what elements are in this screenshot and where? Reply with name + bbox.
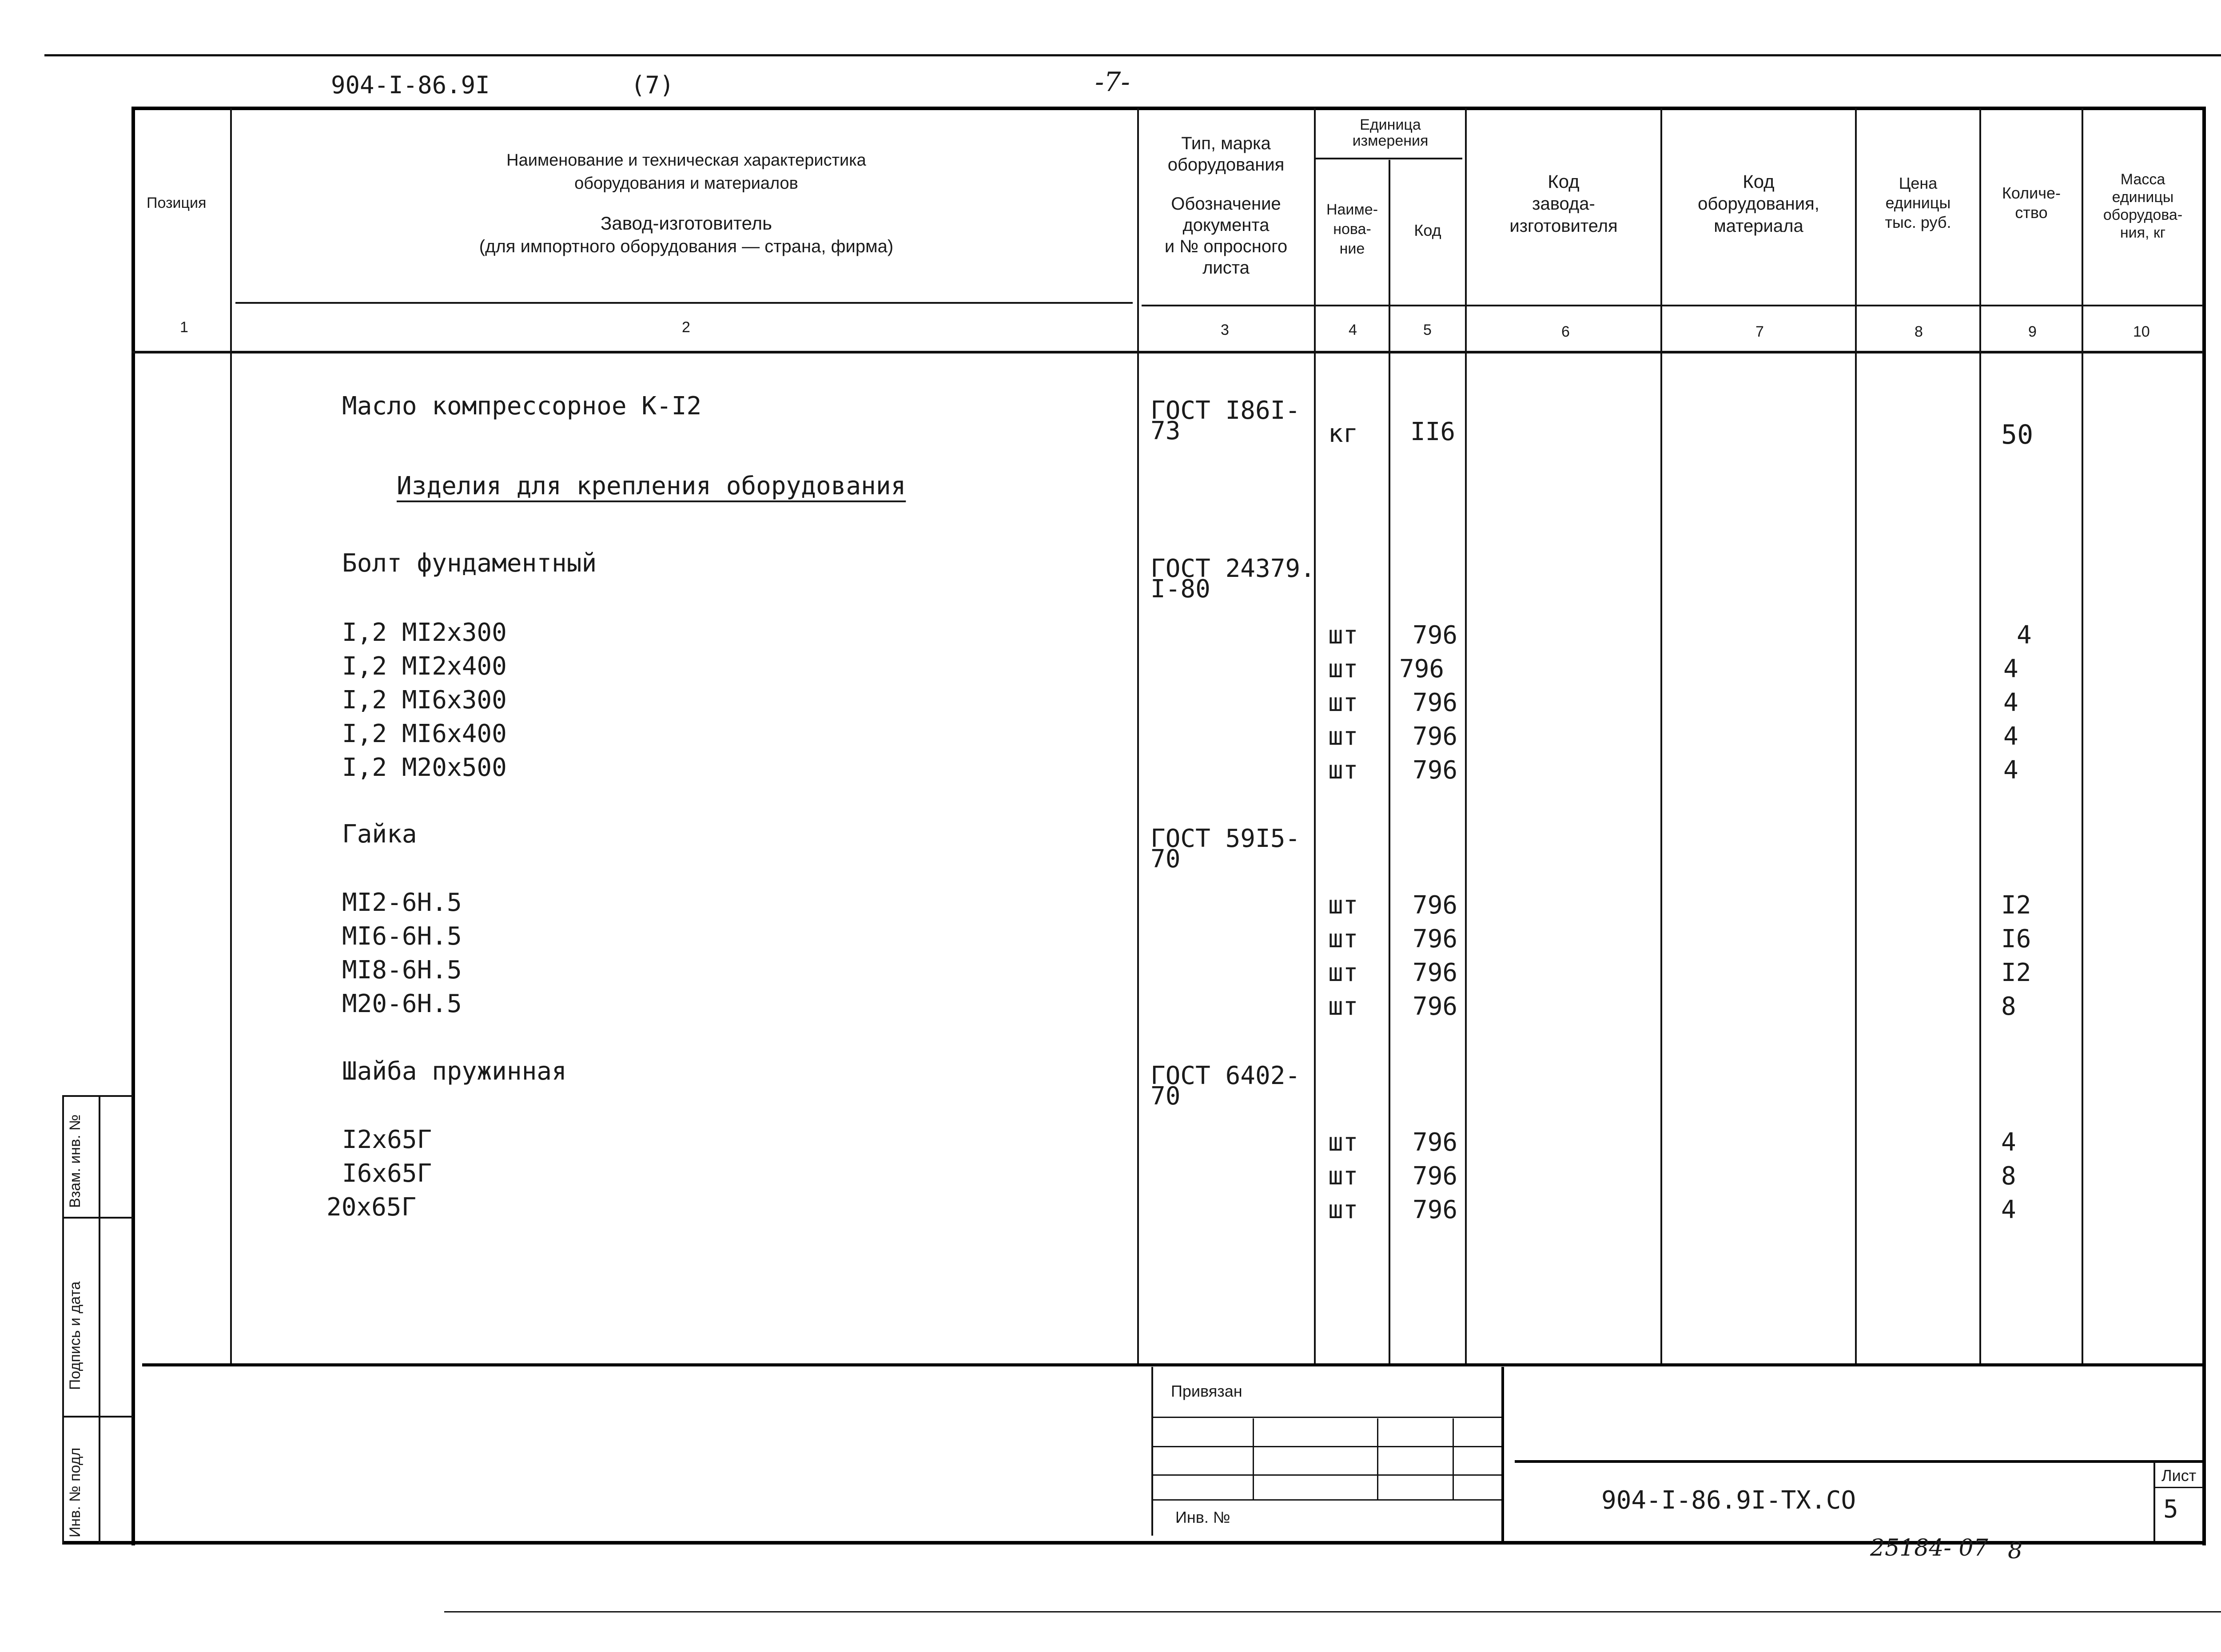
col-number-5: 5 xyxy=(1423,322,1432,338)
row-code: 796 xyxy=(1413,1162,1458,1191)
row-name: Гайка xyxy=(342,820,417,849)
header-line-1 xyxy=(235,302,1133,304)
row-name: I,2 МI2х400 xyxy=(342,652,507,681)
row-qty: 4 xyxy=(2003,655,2018,683)
row-code: 796 xyxy=(1413,925,1458,953)
row-unit: шт xyxy=(1328,756,1358,785)
row-qty: I2 xyxy=(2001,958,2031,987)
header-qty-l2: ство xyxy=(2015,203,2048,222)
row-doc-l1: ГОСТ 24379. xyxy=(1150,554,1315,583)
side-strip-top xyxy=(62,1095,133,1097)
row-qty: I6 xyxy=(2001,925,2031,953)
header-qty-l1: Количе- xyxy=(2002,184,2061,202)
row-name: Шайба пружинная xyxy=(342,1057,567,1086)
row-doc-l1: ГОСТ I86I- xyxy=(1150,396,1301,425)
frame-right xyxy=(2202,107,2206,1545)
row-unit: шт xyxy=(1328,688,1358,717)
col-line-8 xyxy=(1979,108,1981,1365)
row-qty: 4 xyxy=(2003,688,2018,717)
side-sep-2 xyxy=(62,1416,133,1418)
col-line-3 xyxy=(1314,108,1316,1365)
header-type-l1: Тип, марка xyxy=(1181,134,1271,153)
side-strip-left xyxy=(62,1095,64,1544)
row-name: I,2 МI6х400 xyxy=(342,719,507,748)
row-unit: шт xyxy=(1328,925,1358,953)
header-equip-code-l3: материала xyxy=(1714,216,1803,236)
page-mark: -7- xyxy=(1095,67,1130,98)
row-doc-l1: ГОСТ 59I5- xyxy=(1150,824,1301,853)
stamp-attach-left xyxy=(1151,1367,1153,1536)
row-unit: кг xyxy=(1328,419,1358,448)
header-mass-l4: ния, кг xyxy=(2120,224,2166,241)
col-number-1: 1 xyxy=(180,319,188,336)
header-price-l3: тыс. руб. xyxy=(1885,213,1951,231)
col-number-9: 9 xyxy=(2028,323,2037,340)
row-unit: шт xyxy=(1328,722,1358,751)
stamp-attach-line-2 xyxy=(1153,1446,1501,1447)
row-name: Масло компрессорное К-I2 xyxy=(342,392,702,421)
stamp-sheet-left xyxy=(2153,1461,2155,1541)
header-factory-code-l1: Код xyxy=(1548,171,1580,192)
row-name: 20х65Г xyxy=(326,1193,417,1222)
header-name-l3: Завод-изготовитель xyxy=(600,213,772,234)
col-number-10: 10 xyxy=(2133,323,2150,340)
header-type-l3: Обозначение xyxy=(1171,194,1281,214)
stamp-sheet-label: Лист xyxy=(2161,1466,2197,1485)
stamp-attach-line-1 xyxy=(1153,1417,1501,1418)
header-unit-code: Код xyxy=(1414,221,1441,239)
header-name-l1: Наименование и техническая характеристика xyxy=(506,151,866,170)
header-name-l2: оборудования и материалов xyxy=(574,174,798,193)
row-doc-l1: ГОСТ 6402- xyxy=(1150,1061,1301,1090)
header-price-l2: единицы xyxy=(1885,194,1951,212)
col-line-7 xyxy=(1855,108,1857,1365)
sheet-index-top: (7) xyxy=(631,71,674,99)
row-code: 796 xyxy=(1399,655,1445,683)
stamp-attach-vsep-2 xyxy=(1377,1418,1378,1499)
stamp-attach-line-3 xyxy=(1153,1474,1501,1476)
row-name: I6х65Г xyxy=(342,1159,432,1188)
header-equip-code-l2: оборудования, xyxy=(1698,194,1819,214)
stamp-attach-right xyxy=(1501,1367,1504,1542)
header-unit-name-l3: ние xyxy=(1339,240,1365,257)
header-type-l4: документа xyxy=(1182,215,1270,235)
header-unit-group-l2: измерения xyxy=(1352,132,1429,149)
stamp-attach-vsep-3 xyxy=(1453,1418,1454,1499)
scan-bottom-line xyxy=(444,1611,2221,1612)
row-qty: 4 xyxy=(2017,621,2032,650)
header-unit-name-l1: Наиме- xyxy=(1326,201,1378,218)
col-number-2: 2 xyxy=(682,319,690,336)
col-line-4 xyxy=(1389,160,1390,1365)
header-line-2 xyxy=(131,351,2203,353)
row-unit: шт xyxy=(1328,1195,1358,1224)
row-code: 796 xyxy=(1413,891,1458,920)
stamp-attach-vsep-1 xyxy=(1253,1418,1254,1499)
row-code: II6 xyxy=(1410,417,1456,446)
header-type-l5: и № опросного xyxy=(1164,237,1288,256)
archive-number: 25184- 07 xyxy=(1870,1535,1988,1561)
row-name: I,2 М20х500 xyxy=(342,753,507,782)
col-line-2 xyxy=(1137,108,1139,1365)
row-unit: шт xyxy=(1328,958,1358,987)
header-price-l1: Цена xyxy=(1899,174,1938,192)
row-code: 796 xyxy=(1413,958,1458,987)
header-type-l2: оборудования xyxy=(1167,155,1285,175)
row-code: 796 xyxy=(1413,1128,1458,1157)
stamp-title-line xyxy=(1515,1460,2203,1463)
row-unit: шт xyxy=(1328,655,1358,683)
header-equip-code-l1: Код xyxy=(1743,171,1775,192)
col-number-8: 8 xyxy=(1915,323,1923,340)
row-qty: 4 xyxy=(2003,722,2018,751)
row-unit: шт xyxy=(1328,1128,1358,1157)
stamp-attached-label: Привязан xyxy=(1171,1382,1242,1400)
col-line-9 xyxy=(2082,108,2083,1365)
header-name-l4: (для импортного оборудования — страна, фирма) xyxy=(479,237,894,256)
header-mass-l3: оборудова- xyxy=(2103,206,2183,223)
row-qty: 4 xyxy=(2001,1128,2016,1157)
frame-left xyxy=(131,107,135,1545)
row-code: 796 xyxy=(1413,722,1458,751)
stamp-inv-label: Инв. № xyxy=(1175,1508,1230,1526)
row-code: 796 xyxy=(1413,756,1458,785)
col-number-6: 6 xyxy=(1561,323,1570,340)
row-unit: шт xyxy=(1328,621,1358,650)
unit-group-line xyxy=(1316,158,1462,159)
side-replace-inv: Взам. инв. № xyxy=(67,1114,84,1208)
row-doc-l2: 73 xyxy=(1150,417,1181,445)
row-name: МI6-6Н.5 xyxy=(342,922,462,951)
col-number-3: 3 xyxy=(1221,322,1229,338)
row-unit: шт xyxy=(1328,1162,1358,1191)
stamp-attach-line-4 xyxy=(1153,1499,1501,1501)
col-line-5 xyxy=(1465,108,1467,1365)
row-unit: шт xyxy=(1328,891,1358,920)
row-unit: шт xyxy=(1328,992,1358,1021)
row-name: МI2-6Н.5 xyxy=(342,888,462,917)
col-line-1 xyxy=(230,108,232,1365)
doc-code-top: 904-I-86.9I xyxy=(331,71,490,99)
row-doc-l2: I-80 xyxy=(1150,575,1210,604)
row-qty: 8 xyxy=(2001,992,2016,1021)
header-type-l6: листа xyxy=(1202,258,1250,278)
row-name: Болт фундаментный xyxy=(342,549,597,578)
row-code: 796 xyxy=(1413,621,1458,650)
col-line-6 xyxy=(1660,108,1662,1365)
row-code: 796 xyxy=(1413,1195,1458,1224)
row-name: I,2 МI6х300 xyxy=(342,686,507,715)
col-number-4: 4 xyxy=(1349,322,1357,338)
header-line-1b xyxy=(1142,305,2203,306)
row-qty: 4 xyxy=(2003,756,2018,785)
frame-top xyxy=(131,107,2206,110)
header-mass-l2: единицы xyxy=(2112,189,2174,206)
side-strip-mid xyxy=(99,1095,100,1544)
header-unit-group-l1: Единица xyxy=(1360,116,1421,133)
stamp-sheet-number: 5 xyxy=(2163,1495,2178,1524)
side-sign-date: Подпись и дата xyxy=(67,1281,84,1390)
header-unit-name-l2: нова- xyxy=(1333,221,1371,238)
body-bottom-line xyxy=(142,1363,2203,1366)
header-mass-l1: Масса xyxy=(2120,171,2165,188)
row-name: МI8-6Н.5 xyxy=(342,956,462,985)
row-code: 796 xyxy=(1413,992,1458,1021)
row-doc-l2: 70 xyxy=(1150,845,1181,874)
row-name: I,2 МI2х300 xyxy=(342,618,507,647)
section-title: Изделия для крепления оборудования xyxy=(397,472,906,500)
row-qty: 4 xyxy=(2001,1195,2016,1224)
stamp-sheet-mid xyxy=(2153,1487,2203,1488)
row-doc-l2: 70 xyxy=(1150,1082,1181,1111)
archive-sheet: 8 xyxy=(2008,1537,2023,1564)
side-sep-1 xyxy=(62,1217,133,1219)
header-factory-code-l2: завода- xyxy=(1532,194,1595,214)
row-name: М20-6Н.5 xyxy=(342,989,462,1018)
stamp-doc-code: 904-I-86.9I-ТХ.СО xyxy=(1601,1486,1856,1515)
col-number-7: 7 xyxy=(1755,323,1764,340)
scan-top-line xyxy=(44,54,2221,56)
row-name: I2х65Г xyxy=(342,1125,432,1154)
header-position: Позиция xyxy=(147,195,207,211)
row-qty: 50 xyxy=(2001,419,2034,450)
row-qty: I2 xyxy=(2001,891,2031,920)
header-factory-code-l3: изготовителя xyxy=(1509,216,1618,236)
row-qty: 8 xyxy=(2001,1162,2016,1191)
row-code: 796 xyxy=(1413,688,1458,717)
side-inv-orig: Инв. № подл xyxy=(67,1447,84,1537)
